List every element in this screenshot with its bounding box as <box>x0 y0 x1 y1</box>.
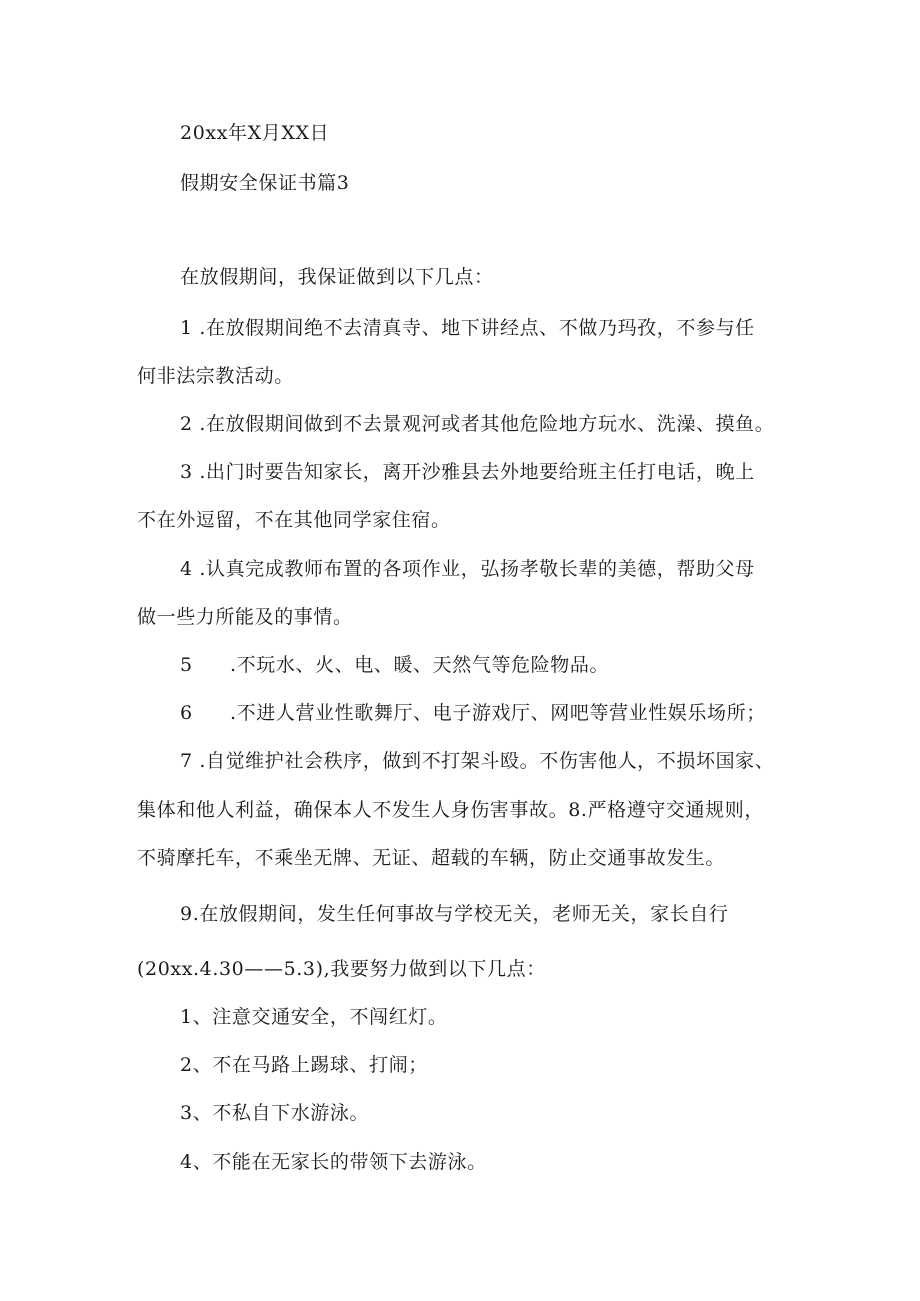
point-4: 4、不能在无家长的带领下去游泳。 <box>180 1151 487 1173</box>
date-line: 20xx年X月XX日 <box>180 122 330 144</box>
item-4-line-2: 做一些力所能及的事情。 <box>137 606 353 628</box>
item-3-line-1: 3 .出门时要告知家长，离开沙雅县去外地要给班主任打电话，晚上 <box>180 461 755 483</box>
item-6-number: 6 <box>180 702 193 724</box>
item-6 <box>180 700 766 726</box>
item-5-text: .不玩水、火、电、暖、天然气等危险物品。 <box>230 654 610 676</box>
point-3: 3、不私自下水游泳。 <box>180 1102 370 1124</box>
point-2: 2、不在马路上踢球、打闹； <box>180 1054 428 1076</box>
item-9-line-1: 9.在放假期间，发生任何事故与学校无关，老师无关，家长自行 <box>180 903 729 925</box>
intro-paragraph: 在放假期间，我保证做到以下几点： <box>180 266 494 288</box>
section-title: 假期安全保证书篇3 <box>180 172 350 194</box>
item-5 <box>180 652 609 678</box>
item-5-number: 5 <box>180 654 193 676</box>
item-1-line-1: 1 .在放假期间绝不去清真寺、地下讲经点、不做乃玛孜，不参与任 <box>180 317 755 339</box>
item-4-line-1: 4 .认真完成教师布置的各项作业，弘扬孝敬长辈的美德，帮助父母 <box>180 558 755 580</box>
item-7-line-2: 集体和他人利益，确保本人不发生人身伤害事故。8.严格遵守交通规则， <box>137 799 764 821</box>
item-2-line-1: 2 .在放假期间做到不去景观河或者其他危险地方玩水、洗澡、摸鱼。 <box>180 413 775 435</box>
period-line: (20xx.4.30——5.3),我要努力做到以下几点： <box>137 958 546 980</box>
point-1: 1、注意交通安全，不闯红灯。 <box>180 1006 448 1028</box>
item-7-line-1: 7 .自觉维护社会秩序，做到不打架斗殴。不伤害他人，不损坏国家、 <box>180 750 775 772</box>
item-6-text: .不进人营业性歌舞厅、电子游戏厅、网吧等营业性娱乐场所； <box>230 702 766 724</box>
item-1-line-2: 何非法宗教活动。 <box>137 365 294 387</box>
item-3-line-2: 不在外逗留，不在其他同学家住宿。 <box>137 509 451 531</box>
item-7-line-3: 不骑摩托车，不乘坐无牌、无证、超载的车辆，防止交通事故发生。 <box>137 847 726 869</box>
